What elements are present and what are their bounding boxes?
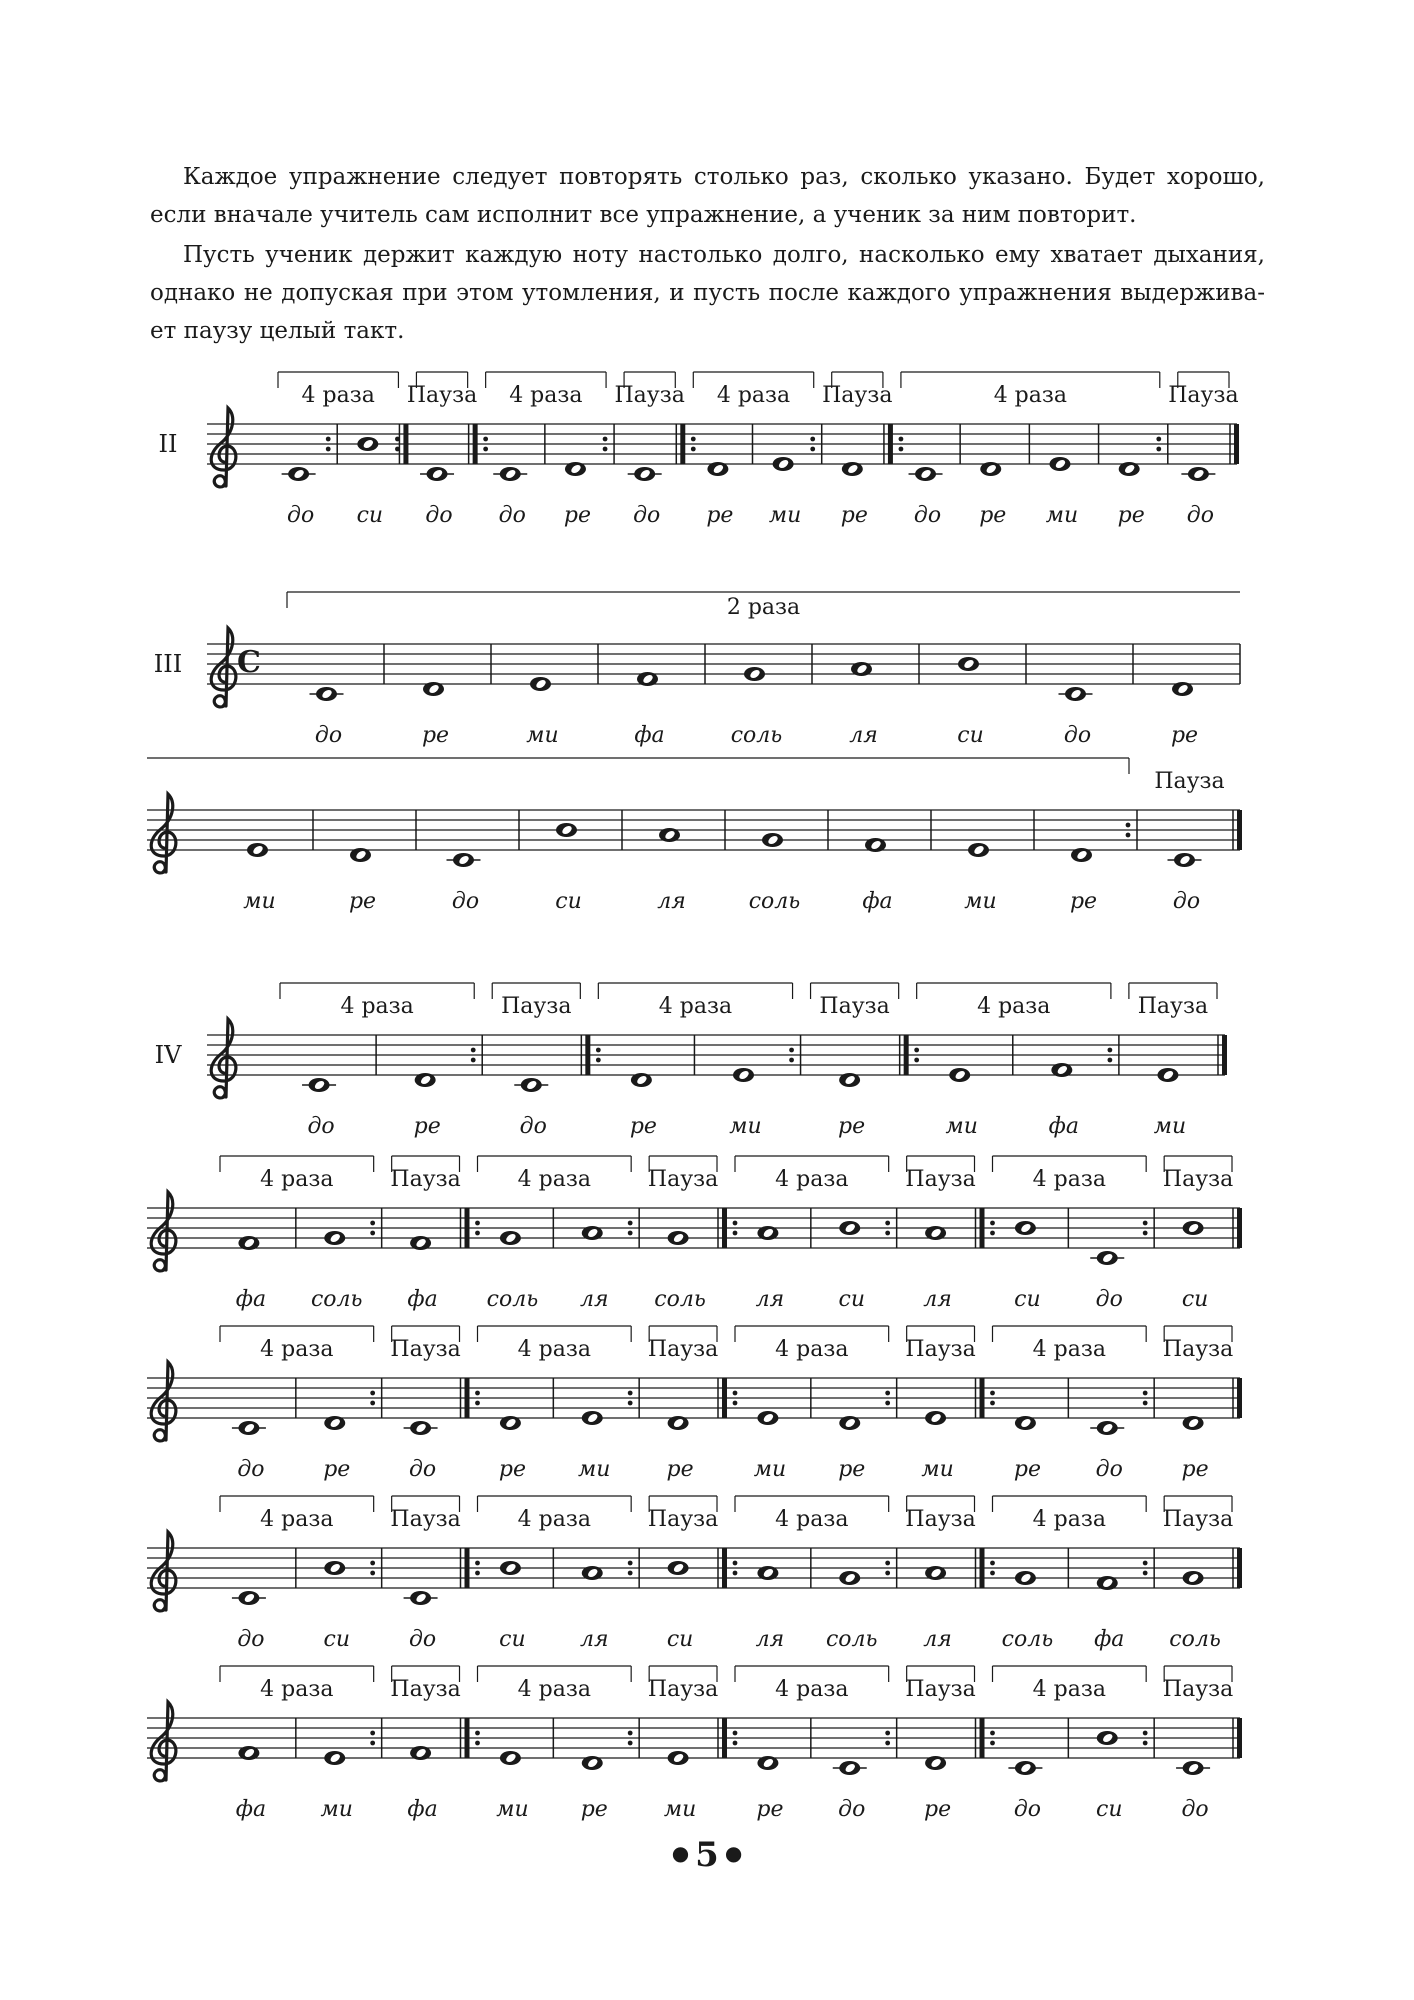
note-syllable: соль bbox=[825, 1627, 878, 1652]
note-syllable: ля bbox=[755, 1287, 785, 1312]
note-syllable: ми bbox=[578, 1457, 611, 1482]
repeat-end-dot-upper bbox=[628, 1561, 633, 1566]
repeat-start-dot-lower bbox=[990, 1401, 995, 1406]
repeat-count-label: Пауза bbox=[390, 1167, 461, 1192]
repeat-end-dot-upper bbox=[789, 1048, 794, 1053]
repeat-count-label: Пауза bbox=[647, 1507, 719, 1532]
barline-final-thick bbox=[980, 1548, 985, 1588]
repeat-start-dot-lower bbox=[475, 1571, 480, 1576]
barline-final-thick bbox=[1237, 810, 1242, 850]
repeat-count-label: Пауза bbox=[501, 994, 572, 1019]
repeat-start-dot-lower bbox=[914, 1058, 919, 1063]
note-syllable: ре bbox=[629, 1114, 657, 1139]
repeat-end-dot-upper bbox=[370, 1731, 375, 1736]
repeat-end-dot-upper bbox=[628, 1731, 633, 1736]
barline-final-thick bbox=[980, 1378, 985, 1418]
repeat-end-dot-lower bbox=[370, 1571, 375, 1576]
repeat-end-dot-lower bbox=[628, 1571, 633, 1576]
repeat-start-dot-upper bbox=[733, 1221, 738, 1226]
exercise-label: III bbox=[153, 650, 183, 678]
repeat-count-label: 4 раза bbox=[658, 994, 733, 1019]
repeat-start-dot-upper bbox=[475, 1391, 480, 1396]
repeat-start-dot-upper bbox=[596, 1048, 601, 1053]
repeat-count-label: 4 раза bbox=[1032, 1167, 1106, 1192]
note-syllable: ре bbox=[666, 1457, 694, 1482]
repeat-count-label: Пауза bbox=[390, 1677, 461, 1702]
repeat-start-dot-lower bbox=[596, 1058, 601, 1063]
repeat-end-dot-lower bbox=[370, 1741, 375, 1746]
repeat-end-dot-lower bbox=[1143, 1401, 1148, 1406]
repeat-count-label: 4 раза bbox=[340, 994, 414, 1019]
note-syllable: ля bbox=[657, 889, 686, 914]
barline-final-thick bbox=[680, 424, 685, 464]
repeat-start-dot-upper bbox=[733, 1561, 738, 1566]
note-syllable: ми bbox=[496, 1797, 529, 1822]
note-syllable: ре bbox=[706, 503, 734, 528]
note-syllable: си bbox=[1181, 1287, 1209, 1312]
barline-final-thick bbox=[722, 1208, 727, 1248]
repeat-count-label: 4 раза bbox=[775, 1337, 849, 1362]
note-syllable: ре bbox=[563, 503, 592, 528]
note-syllable: соль bbox=[1001, 1627, 1054, 1652]
repeat-count-label: Пауза bbox=[647, 1337, 719, 1362]
barline-final-thick bbox=[722, 1378, 727, 1418]
intro-paragraph-1: Каждое упражнение следует повторять столько раз, сколько указано. Будет хорошо, если вначале учитель сам исполнит все упражнение, а ученик за ним повторит. bbox=[150, 164, 1265, 228]
note-syllable: ре bbox=[580, 1797, 608, 1822]
repeat-end-dot-lower bbox=[1126, 833, 1131, 838]
repeat-start-dot-upper bbox=[990, 1391, 995, 1396]
repeat-count-label: Пауза bbox=[390, 1337, 461, 1362]
repeat-count-label: Пауза bbox=[647, 1677, 719, 1702]
note-syllable: ми bbox=[320, 1797, 353, 1822]
note-syllable: ля bbox=[923, 1287, 952, 1312]
repeat-end-dot-lower bbox=[370, 1401, 375, 1406]
note-syllable: ре bbox=[756, 1797, 784, 1822]
barline-final-thick bbox=[904, 1035, 909, 1075]
repeat-end-dot-lower bbox=[885, 1231, 890, 1236]
repeat-start-dot-lower bbox=[691, 447, 696, 452]
treble-clef-icon bbox=[151, 1362, 176, 1441]
repeat-start-dot-lower bbox=[899, 447, 904, 452]
note-syllable: ля bbox=[579, 1287, 609, 1312]
repeat-end-dot-upper bbox=[885, 1221, 890, 1226]
repeat-count-label: Пауза bbox=[1137, 994, 1209, 1019]
repeat-end-dot-upper bbox=[885, 1731, 890, 1736]
note-syllable: ми bbox=[526, 723, 559, 748]
repeat-count-label: Пауза bbox=[614, 383, 685, 408]
repeat-end-dot-lower bbox=[603, 447, 608, 452]
note-syllable: до bbox=[1013, 1797, 1042, 1822]
note-syllable: ми bbox=[1045, 503, 1079, 528]
repeat-count-label: 4 раза bbox=[260, 1337, 334, 1362]
repeat-end-dot-upper bbox=[1143, 1731, 1148, 1736]
note-syllable: си bbox=[499, 1627, 526, 1652]
barline-final-thick bbox=[980, 1718, 985, 1758]
note-syllable: си bbox=[356, 503, 384, 528]
repeat-start-dot-lower bbox=[733, 1401, 738, 1406]
repeat-start-dot-lower bbox=[990, 1231, 995, 1236]
barline-final-thick bbox=[1234, 424, 1239, 464]
page-number-dot-right: ● bbox=[724, 1841, 743, 1865]
note-syllable: до bbox=[1181, 1797, 1209, 1822]
note-syllable: ми bbox=[945, 1114, 978, 1139]
barline-final-thick bbox=[585, 1035, 590, 1075]
note-syllable: ля bbox=[579, 1627, 609, 1652]
repeat-start-dot-upper bbox=[475, 1221, 480, 1226]
note-syllable: до bbox=[838, 1797, 866, 1822]
note-syllable: до bbox=[1172, 889, 1201, 914]
repeat-count-label: 4 раза bbox=[301, 383, 375, 408]
note-syllable: ре bbox=[1170, 723, 1199, 748]
barline-final-thick bbox=[1237, 1208, 1242, 1248]
repeat-start-dot-upper bbox=[990, 1731, 995, 1736]
repeat-count-label: 4 раза bbox=[1032, 1337, 1106, 1362]
note-syllable: ми bbox=[753, 1457, 787, 1482]
note-syllable: до bbox=[425, 503, 453, 528]
repeat-start-dot-lower bbox=[990, 1571, 995, 1576]
note-syllable: ми bbox=[964, 889, 997, 914]
repeat-start-dot-upper bbox=[914, 1048, 919, 1053]
barline-final-thick bbox=[1237, 1718, 1242, 1758]
repeat-start-dot-lower bbox=[733, 1571, 738, 1576]
note-syllable: ми bbox=[921, 1457, 954, 1482]
repeat-count-label: Пауза bbox=[822, 383, 893, 408]
repeat-start-dot-lower bbox=[733, 1741, 738, 1746]
note-syllable: до bbox=[1063, 723, 1092, 748]
barline-final-thick bbox=[473, 424, 478, 464]
treble-clef-icon bbox=[151, 1192, 176, 1271]
treble-clef-icon bbox=[151, 794, 176, 873]
note-syllable: до bbox=[314, 723, 343, 748]
repeat-end-dot-lower bbox=[1143, 1571, 1148, 1576]
repeat-end-dot-upper bbox=[1107, 1048, 1112, 1053]
note-syllable: ре bbox=[1069, 889, 1098, 914]
repeat-end-dot-lower bbox=[789, 1058, 794, 1063]
note-syllable: ре bbox=[838, 1457, 866, 1482]
repeat-count-label: Пауза bbox=[1162, 1337, 1234, 1362]
treble-clef-icon bbox=[151, 1532, 176, 1611]
repeat-count-label: 4 раза bbox=[775, 1167, 849, 1192]
repeat-count-label: 4 раза bbox=[509, 383, 583, 408]
repeat-start-dot-lower bbox=[475, 1231, 480, 1236]
note-syllable: до bbox=[633, 503, 661, 528]
time-signature: C bbox=[237, 645, 261, 680]
repeat-start-dot-upper bbox=[475, 1731, 480, 1736]
barline-final-thick bbox=[1222, 1035, 1227, 1075]
note-syllable: соль bbox=[730, 723, 783, 748]
note-syllable: до bbox=[1095, 1287, 1123, 1312]
repeat-end-dot-lower bbox=[810, 447, 815, 452]
repeat-count-label: Пауза bbox=[1162, 1167, 1234, 1192]
repeat-count-label: 4 раза bbox=[260, 1167, 334, 1192]
repeat-end-dot-lower bbox=[885, 1741, 890, 1746]
note-syllable: до bbox=[519, 1114, 547, 1139]
repeat-count-label: 4 раза bbox=[260, 1677, 334, 1702]
repeat-end-dot-lower bbox=[1107, 1058, 1112, 1063]
note-syllable: си bbox=[1096, 1797, 1123, 1822]
repeat-start-dot-lower bbox=[990, 1741, 995, 1746]
note-syllable: фа bbox=[634, 723, 665, 748]
repeat-end-dot-lower bbox=[471, 1058, 476, 1063]
page-number-dot-left: ● bbox=[671, 1841, 690, 1865]
note-syllable: до bbox=[451, 889, 480, 914]
note-syllable: ре bbox=[323, 1457, 351, 1482]
barline-final-thick bbox=[465, 1548, 470, 1588]
note-syllable: ре bbox=[838, 1114, 866, 1139]
note-syllable: ми bbox=[663, 1797, 697, 1822]
note-syllable: ми bbox=[768, 503, 802, 528]
note-syllable: ре bbox=[1181, 1457, 1209, 1482]
repeat-start-dot-upper bbox=[475, 1561, 480, 1566]
note-syllable: соль bbox=[486, 1287, 539, 1312]
repeat-start-dot-upper bbox=[483, 437, 488, 442]
barline-final-thick bbox=[465, 1208, 470, 1248]
barline-final-thick bbox=[1237, 1378, 1242, 1418]
barline-final-thick bbox=[722, 1548, 727, 1588]
intro-paragraph-2: Пусть ученик держит каждую ноту настолько долго, насколько ему хватает дыхания, однако не допуская при этом утомления, и пусть после каждого упражнения выдерживает паузу целый такт. bbox=[150, 242, 1265, 344]
repeat-end-dot-upper bbox=[628, 1391, 633, 1396]
note-syllable: си bbox=[1014, 1287, 1041, 1312]
repeat-start-dot-lower bbox=[475, 1401, 480, 1406]
note-syllable: фа bbox=[1094, 1627, 1125, 1652]
treble-clef-icon bbox=[211, 408, 236, 487]
repeat-end-dot-upper bbox=[810, 437, 815, 442]
repeat-count-label: Пауза bbox=[390, 1507, 461, 1532]
repeat-end-dot-upper bbox=[370, 1221, 375, 1226]
repeat-count-label: Пауза bbox=[905, 1507, 976, 1532]
note-syllable: ре bbox=[1117, 503, 1145, 528]
note-syllable: фа bbox=[235, 1287, 267, 1312]
note-syllable: си bbox=[838, 1287, 865, 1312]
barline-final-thick bbox=[403, 424, 408, 464]
repeat-count-label: 4 раза bbox=[716, 383, 791, 408]
repeat-end-dot-upper bbox=[370, 1561, 375, 1566]
note-syllable: соль bbox=[310, 1287, 363, 1312]
repeat-end-dot-lower bbox=[628, 1741, 633, 1746]
repeat-end-dot-upper bbox=[471, 1048, 476, 1053]
repeat-end-dot-lower bbox=[1143, 1231, 1148, 1236]
note-syllable: ми bbox=[243, 889, 276, 914]
repeat-count-label: 4 раза bbox=[517, 1507, 591, 1532]
note-syllable: фа bbox=[407, 1797, 438, 1822]
treble-clef-icon bbox=[151, 1702, 176, 1781]
note-syllable: ре bbox=[421, 723, 450, 748]
repeat-end-dot-upper bbox=[1143, 1391, 1148, 1396]
note-syllable: до bbox=[237, 1457, 265, 1482]
note-syllable: до bbox=[1186, 503, 1214, 528]
note-syllable: си bbox=[957, 723, 984, 748]
note-syllable: до bbox=[287, 503, 315, 528]
repeat-count-label: Пауза bbox=[1162, 1507, 1234, 1532]
repeat-end-dot-upper bbox=[370, 1391, 375, 1396]
repeat-start-dot-upper bbox=[691, 437, 696, 442]
repeat-count-label: 4 раза bbox=[260, 1507, 334, 1532]
barline-final-thick bbox=[888, 424, 893, 464]
note-syllable: до bbox=[237, 1627, 265, 1652]
repeat-start-dot-lower bbox=[475, 1741, 480, 1746]
treble-clef-icon bbox=[211, 628, 236, 707]
note-syllable: си bbox=[666, 1627, 694, 1652]
repeat-count-label: Пауза bbox=[406, 383, 478, 408]
note-syllable: до bbox=[408, 1627, 437, 1652]
repeat-count-label: 4 раза bbox=[517, 1167, 591, 1192]
page-number-value: 5 bbox=[695, 1835, 719, 1875]
barline-final-thick bbox=[465, 1718, 470, 1758]
repeat-end-dot-upper bbox=[1143, 1561, 1148, 1566]
note-syllable: ля bbox=[849, 723, 878, 748]
note-syllable: ля bbox=[755, 1627, 785, 1652]
repeat-start-dot-lower bbox=[483, 447, 488, 452]
repeat-count-label: 4 раза bbox=[993, 383, 1068, 408]
note-syllable: фа bbox=[407, 1287, 438, 1312]
repeat-count-label: 4 раза bbox=[977, 994, 1051, 1019]
repeat-count-label: 4 раза bbox=[517, 1677, 591, 1702]
treble-clef-icon bbox=[211, 1019, 236, 1098]
repeat-end-dot-lower bbox=[326, 447, 331, 452]
repeat-start-dot-upper bbox=[899, 437, 904, 442]
repeat-count-label: 4 раза bbox=[1032, 1677, 1106, 1702]
note-syllable: ля bbox=[923, 1627, 952, 1652]
note-syllable: до bbox=[913, 503, 942, 528]
note-syllable: ре bbox=[924, 1797, 952, 1822]
note-syllable: соль bbox=[748, 889, 801, 914]
repeat-count-label: Пауза bbox=[905, 1677, 976, 1702]
note-syllable: ре bbox=[413, 1114, 441, 1139]
note-syllable: до bbox=[1095, 1457, 1123, 1482]
barline-final-thick bbox=[980, 1208, 985, 1248]
repeat-count-label: 4 раза bbox=[517, 1337, 591, 1362]
repeat-end-dot-lower bbox=[1143, 1741, 1148, 1746]
note-syllable: до bbox=[498, 503, 526, 528]
note-syllable: соль bbox=[654, 1287, 706, 1312]
repeat-count-label: 2 раза bbox=[726, 595, 801, 620]
repeat-end-dot-lower bbox=[885, 1571, 890, 1576]
note-syllable: фа bbox=[235, 1797, 267, 1822]
repeat-count-label: Пауза bbox=[1168, 383, 1239, 408]
repeat-end-dot-lower bbox=[628, 1401, 633, 1406]
repeat-end-dot-upper bbox=[885, 1391, 890, 1396]
repeat-end-dot-upper bbox=[603, 437, 608, 442]
repeat-end-dot-upper bbox=[1126, 823, 1131, 828]
repeat-count-label: 4 раза bbox=[775, 1507, 849, 1532]
repeat-end-dot-upper bbox=[1143, 1221, 1148, 1226]
repeat-end-dot-upper bbox=[885, 1561, 890, 1566]
note-syllable: ре bbox=[979, 503, 1007, 528]
repeat-end-dot-upper bbox=[628, 1221, 633, 1226]
barline-final-thick bbox=[722, 1718, 727, 1758]
repeat-start-dot-lower bbox=[733, 1231, 738, 1236]
repeat-start-dot-upper bbox=[733, 1391, 738, 1396]
note-syllable: си bbox=[323, 1627, 350, 1652]
repeat-end-dot-upper bbox=[326, 437, 331, 442]
note-syllable: ре bbox=[348, 889, 377, 914]
page-number bbox=[0, 1835, 1414, 1875]
note-syllable: до bbox=[307, 1114, 335, 1139]
note-syllable: си bbox=[555, 889, 582, 914]
repeat-count-label: 4 раза bbox=[1032, 1507, 1106, 1532]
note-syllable: соль bbox=[1169, 1627, 1221, 1652]
repeat-count-label: 4 раза bbox=[775, 1677, 849, 1702]
note-syllable: ми bbox=[729, 1114, 762, 1139]
barline-final-thick bbox=[1237, 1548, 1242, 1588]
repeat-start-dot-upper bbox=[990, 1561, 995, 1566]
exercise-label: IV bbox=[154, 1041, 182, 1069]
note-syllable: до bbox=[408, 1457, 437, 1482]
note-syllable: ре bbox=[498, 1457, 526, 1482]
repeat-count-label: Пауза bbox=[819, 994, 890, 1019]
note-syllable: ми bbox=[1153, 1114, 1187, 1139]
repeat-count-label: Пауза bbox=[1162, 1677, 1234, 1702]
repeat-start-dot-upper bbox=[990, 1221, 995, 1226]
repeat-end-dot-lower bbox=[370, 1231, 375, 1236]
repeat-count-label: Пауза bbox=[1154, 769, 1225, 794]
repeat-end-dot-lower bbox=[885, 1401, 890, 1406]
repeat-count-label: Пауза bbox=[905, 1167, 976, 1192]
note-syllable: фа bbox=[1048, 1114, 1080, 1139]
repeat-end-dot-lower bbox=[1156, 447, 1161, 452]
repeat-end-dot-upper bbox=[1156, 437, 1161, 442]
note-syllable: ре bbox=[1013, 1457, 1041, 1482]
note-syllable: фа bbox=[862, 889, 893, 914]
note-syllable: ре bbox=[840, 503, 868, 528]
repeat-end-dot-lower bbox=[628, 1231, 633, 1236]
barline-final-thick bbox=[465, 1378, 470, 1418]
repeat-count-label: Пауза bbox=[905, 1337, 976, 1362]
repeat-count-label: Пауза bbox=[647, 1167, 719, 1192]
repeat-start-dot-upper bbox=[733, 1731, 738, 1736]
exercise-label: II bbox=[158, 430, 178, 458]
